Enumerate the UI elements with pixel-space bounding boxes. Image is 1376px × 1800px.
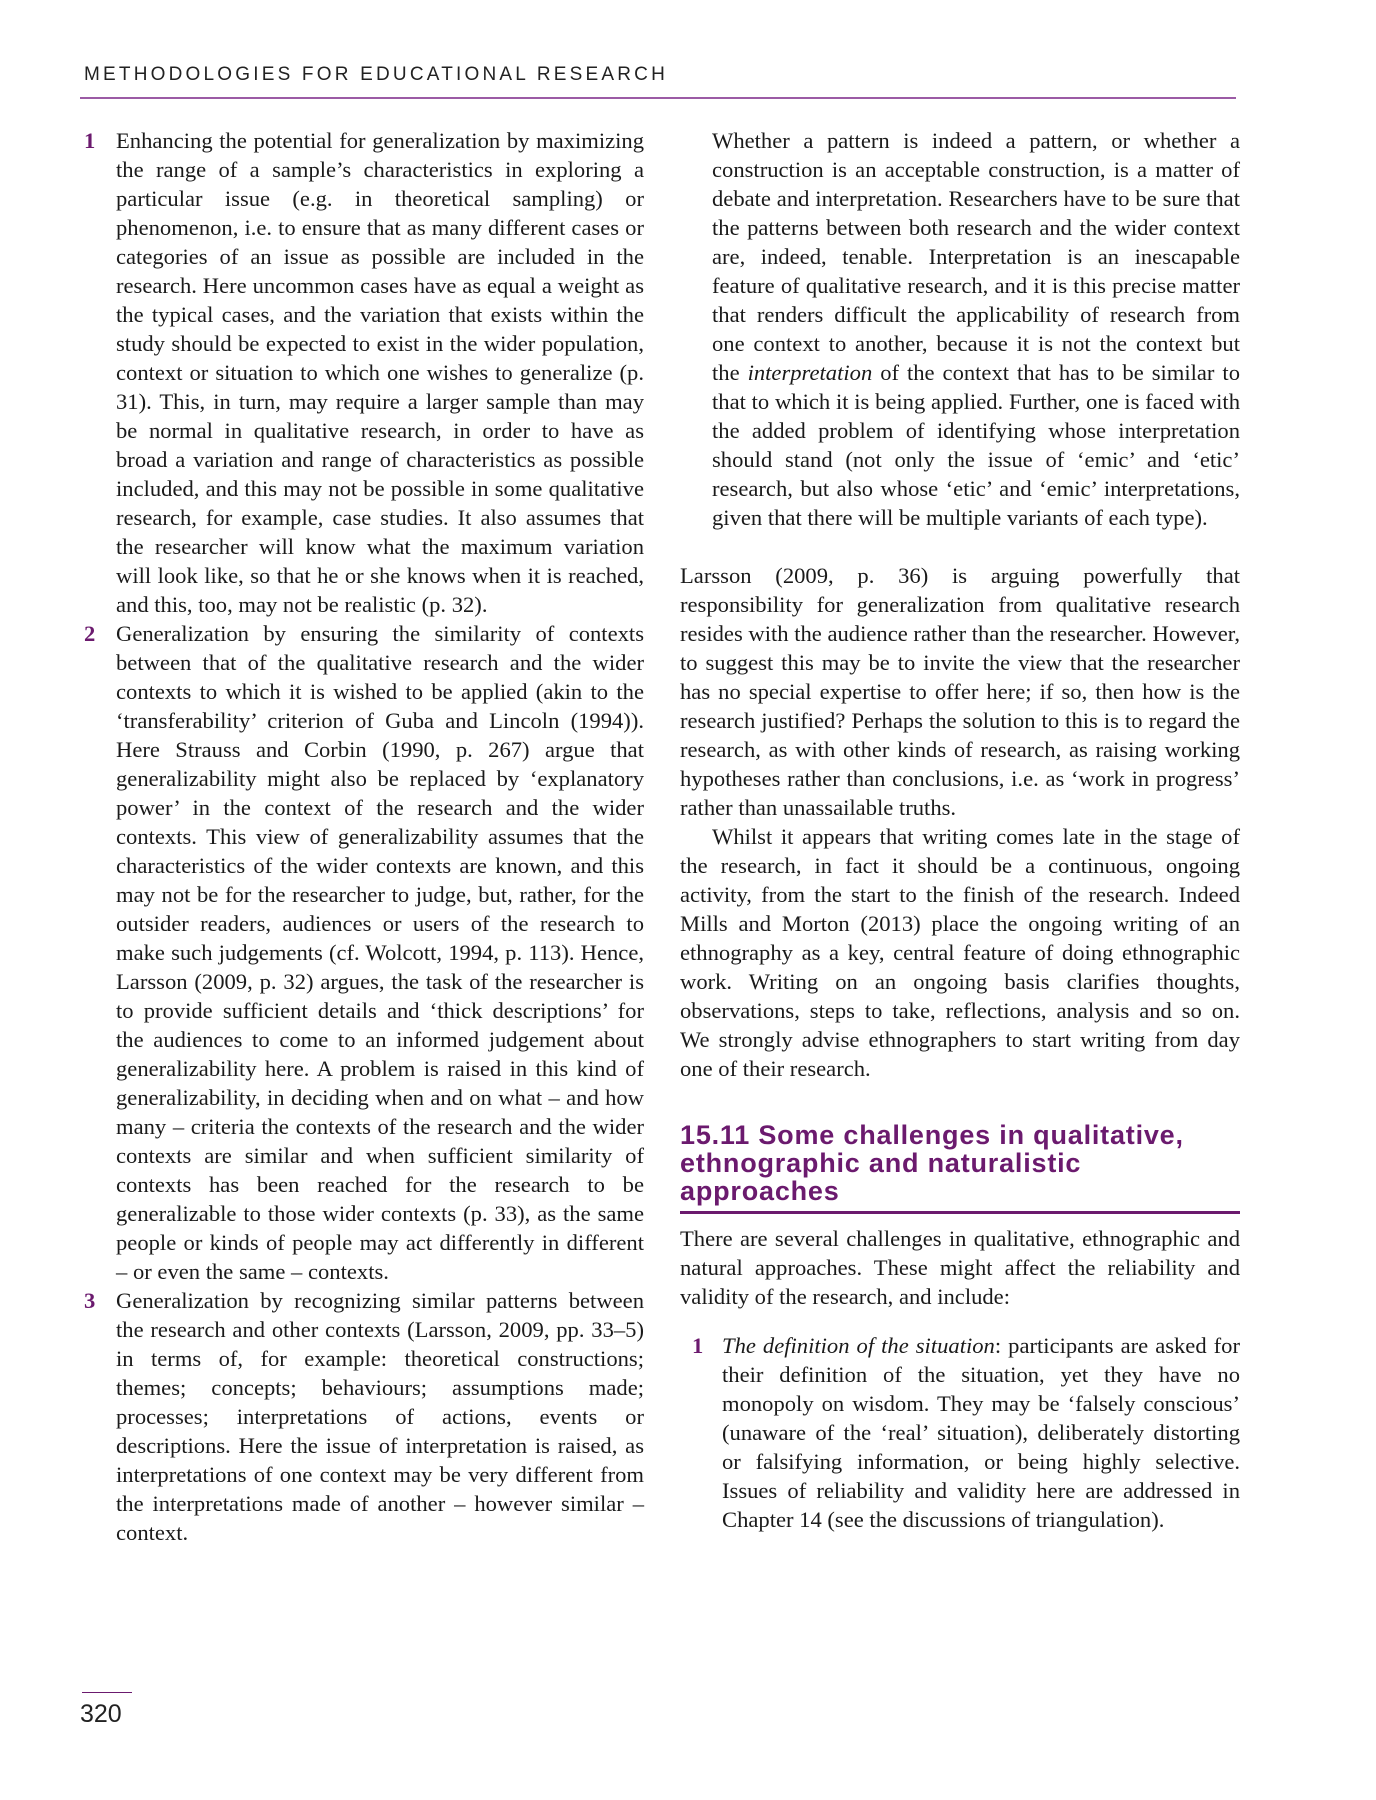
text-span: : participants are asked for their definition of the situation, yet they have no monopoly on wisdom. They may be ‘falsely conscious’ (unaware of the ‘real’ situation), deliberately distorting or falsifying information, or being highly selective. Issues of reliability and validity here are addressed in Chapter 14 (see the discussions of triangulation). <box>722 1333 1240 1532</box>
spacer <box>680 1311 1240 1331</box>
text-span: Whether a pattern is indeed a pattern, or whether a construction is an acceptable construction, is a matter of debate and interpretation. Researchers have to be sure that the patterns between both research and the wider context are, indeed, tenable. Interpretation is an inescapable feature of qualitative research, and it is this precise matter that renders difficult the applicability of research from one context to another, because it is not the context but the <box>712 128 1240 385</box>
italic-lead: The definition of the situation <box>722 1333 995 1358</box>
list-number: 3 <box>84 1288 96 1313</box>
challenges-list <box>680 1331 1240 1534</box>
italic-term: interpretation <box>747 360 873 385</box>
page-number-rule <box>82 1692 132 1693</box>
section-heading: 15.11 Some challenges in qualitative, ethnographic and naturalistic approaches <box>680 1121 1240 1214</box>
list-item <box>84 126 644 619</box>
list-item-text <box>722 1331 1240 1534</box>
list-number: 1 <box>692 1333 704 1358</box>
list-item <box>84 619 644 1286</box>
list-number: 1 <box>84 128 96 153</box>
spacer <box>680 532 1240 561</box>
text-span: of the context that has to be similar to that to which it is being applied. Further, one is faced with the added problem of identifying whose interpretation should stand (not only the issue of ‘emic’ and ‘etic’ research, but also whose ‘etic’ and ‘emic’ interpretations, given that there will be multiple variants of each type). <box>712 360 1240 530</box>
list-item <box>84 1286 644 1547</box>
page-number: 320 <box>80 1700 122 1728</box>
list-item <box>692 1331 1240 1534</box>
right-column <box>680 126 1240 1534</box>
list-item-text: Generalization by recognizing similar patterns between the research and other contexts (Larsson, 2009, pp. 33–5) in terms of, for example: theoretical constructions; themes; concepts; behaviours; assumptions made; processes; interpretations of actions, events or descriptions. Here the issue of interpretation is raised, as interpretations of one context may be very different from the interpretations made of another – however similar – context. <box>116 1288 644 1545</box>
continuation-paragraph <box>680 126 1240 532</box>
list-number: 2 <box>84 621 96 646</box>
list-item-text: Enhancing the potential for generalization by maximizing the range of a sample’s characteristics in exploring a particular issue (e.g. in theoretical sampling) or phenomenon, i.e. to ensure that as many different cases or categories of an issue as possible are included in the research. Here uncommon cases have as equal a weight as the typical cases, and the variation that exists within the study should be expected to exist in the wider population, context or situation to which one wishes to generalize (p. 31). This, in turn, may require a larger sample than may be normal in qualitative research, in order to have as broad a variation and range of characteristics as possible included, and this may not be possible in some qualitative research, for example, case studies. It also assumes that the researcher will know what the maximum variation will look like, so that he or she knows when it is reached, and this, too, may not be realistic (p. 32). <box>116 128 644 617</box>
list-item-text: Generalization by ensuring the similarity of contexts between that of the qualitative research and the wider contexts to which it is wished to be applied (akin to the ‘transferability’ criterion of Guba and Lincoln (1994)). Here Strauss and Corbin (1990, p. 267) argue that generalizability might also be replaced by ‘explanatory power’ in the context of the research and the wider contexts. This view of generalizability assumes that the characteristics of the wider contexts are known, and this may not be for the researcher to judge, but, rather, for the outsider readers, audiences or users of the research to make such judgements (cf. Wolcott, 1994, p. 113). Hence, Larsson (2009, p. 32) argues, the task of the researcher is to provide sufficient details and ‘thick descriptions’ for the audiences to come to an informed judgement about generalizability here. A problem is raised in this kind of generalizability, in deciding when and on what – and how many – criteria the contexts of the research and the wider contexts are similar and when sufficient similarity of contexts has been reached for the research to be generalizable to those wider contexts (p. 33), as the same people or kinds of people may act differently in different – or even the same – contexts. <box>116 621 644 1284</box>
section-intro: There are several challenges in qualitative, ethnographic and natural approaches. These might affect the reliability and validity of the research, and include: <box>680 1226 1240 1309</box>
header-divider <box>80 97 1236 99</box>
running-head-title: METHODOLOGIES FOR EDUCATIONAL RESEARCH <box>84 64 668 85</box>
left-column <box>84 126 644 1547</box>
body-paragraph: Larsson (2009, p. 36) is arguing powerfully that responsibility for generalization from qualitative research resides with the audience rather than the researcher. However, to suggest this may be to invite the view that the researcher has no special expertise to offer here; if so, then how is the research justified? Perhaps the solution to this is to regard the research, as with other kinds of research, as raising working hypotheses rather than conclusions, i.e. as ‘work in progress’ rather than unassailable truths. <box>680 563 1240 820</box>
body-paragraph: Whilst it appears that writing comes late in the stage of the research, in fact it should be a continuous, ongoing activity, from the start to the finish of the research. Indeed Mills and Morton (2013) place the ongoing writing of an ethnography as a key, central feature of doing ethnographic work. Writing on an ongoing basis clarifies thoughts, observations, steps to take, reflections, analysis and so on. We strongly advise ethnographers to start writing from day one of their research. <box>680 824 1240 1081</box>
